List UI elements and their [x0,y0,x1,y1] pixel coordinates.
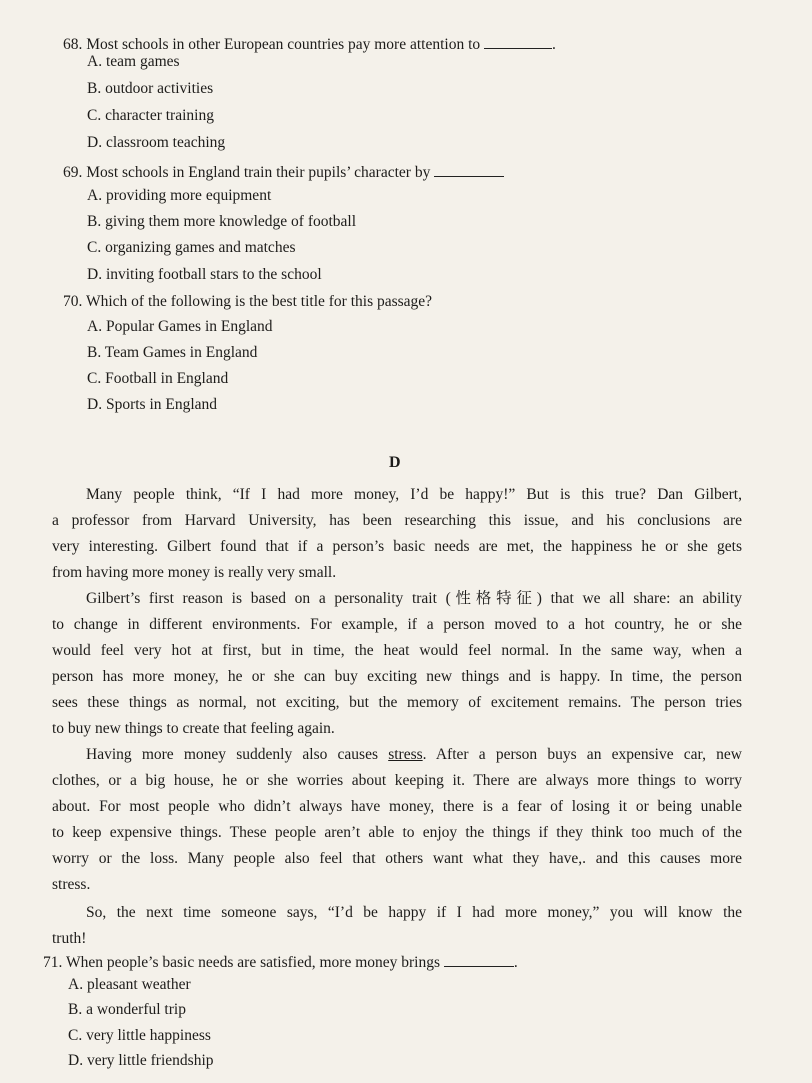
q71-option-b: B. a wonderful trip [68,1001,186,1018]
paragraph-line: So, the next time someone says, “I’d be happy if I had more money,” you will know the [86,904,742,921]
question-71-text: 71. When people’s basic needs are satisfied, more money brings [43,954,441,971]
q69-option-b: B. giving them more knowledge of football [87,213,357,230]
paragraph-line: person has more money, he or she can buy exciting new things and is happy. In time, the person [52,668,742,685]
paragraph-line: clothes, or a big house, he or she worries about keeping it. There are always more things to worry [52,772,742,789]
answer-blank [484,34,552,49]
q70-option-c: C. Football in England [87,370,229,387]
paragraph-line: would feel very hot at first, but in time, the heat would feel normal. In the same way, when a [52,642,742,659]
question-69-text: 69. Most schools in England train their pupils’ character by [63,164,431,181]
q71-option-c: C. very little happiness [68,1027,211,1044]
paragraph-line: Many people think, “If I had more money, I’d be happy!” But is this true? Dan Gilbert, [86,486,742,503]
question-68-period: . [552,36,556,53]
q68-option-a: A. team games [87,53,180,70]
paragraph-line: truth! [52,930,87,947]
paragraph-line: about. For most people who didn’t always have money, there is a fear of losing it or being unable [52,798,742,815]
question-68-text: 68. Most schools in other European countries pay more attention to [63,36,481,53]
paragraph-text: . After a person buys an expensive car, new [422,746,742,763]
passage-paragraph-4 [52,900,742,952]
question-70-stem: 70. Which of the following is the best title for this passage? [63,293,433,310]
question-71-stem [43,952,518,972]
paragraph-line [52,742,742,768]
paragraph-line: stress. [52,876,91,893]
q68-option-d: D. classroom teaching [87,134,226,151]
passage-paragraph-2 [52,586,742,742]
question-68-stem [63,34,556,54]
q70-option-d: D. Sports in England [87,396,218,413]
q68-option-c: C. character training [87,107,214,124]
q69-option-a: A. providing more equipment [87,187,272,204]
q69-option-d: D. inviting football stars to the school [87,266,322,283]
underlined-word: stress [388,746,423,763]
q71-option-d: D. very little friendship [68,1052,214,1069]
q69-option-c: C. organizing games and matches [87,239,296,256]
passage-paragraph-3 [52,742,742,898]
paragraph-line: a professor from Harvard University, has been researching this issue, and his conclusions are [52,512,742,529]
paragraph-line: from having more money is really very small. [52,564,337,581]
paragraph-line: sees these things as normal, not exciting, but the memory of excitement remains. The person tries [52,694,742,711]
q68-option-b: B. outdoor activities [87,80,214,97]
q71-option-a: A. pleasant weather [68,976,191,993]
paragraph-line: to change in different environments. For example, if a person moved to a hot country, he or she [52,616,742,633]
paragraph-line: to keep expensive things. These people aren’t able to enjoy the things if they think too much of the [52,824,742,841]
q70-option-a: A. Popular Games in England [87,318,273,335]
paragraph-text: Having more money suddenly also causes [86,746,389,763]
question-69-stem [63,162,504,182]
paragraph-line: Gilbert’s first reason is based on a personality trait (性格特征) that we all share: an ability [86,590,742,607]
section-heading-d: D [389,454,401,471]
q70-option-b: B. Team Games in England [87,344,258,361]
paragraph-line: very interesting. Gilbert found that if a person’s basic needs are met, the happiness he or she gets [52,538,742,555]
answer-blank [434,162,504,177]
question-71-period: . [513,954,518,971]
paragraph-line: to buy new things to create that feeling again. [52,720,335,737]
passage-paragraph-1 [52,482,742,586]
paragraph-line: worry or the loss. Many people also feel that others want what they have,. and this causes more [52,850,742,867]
answer-blank [444,952,514,967]
